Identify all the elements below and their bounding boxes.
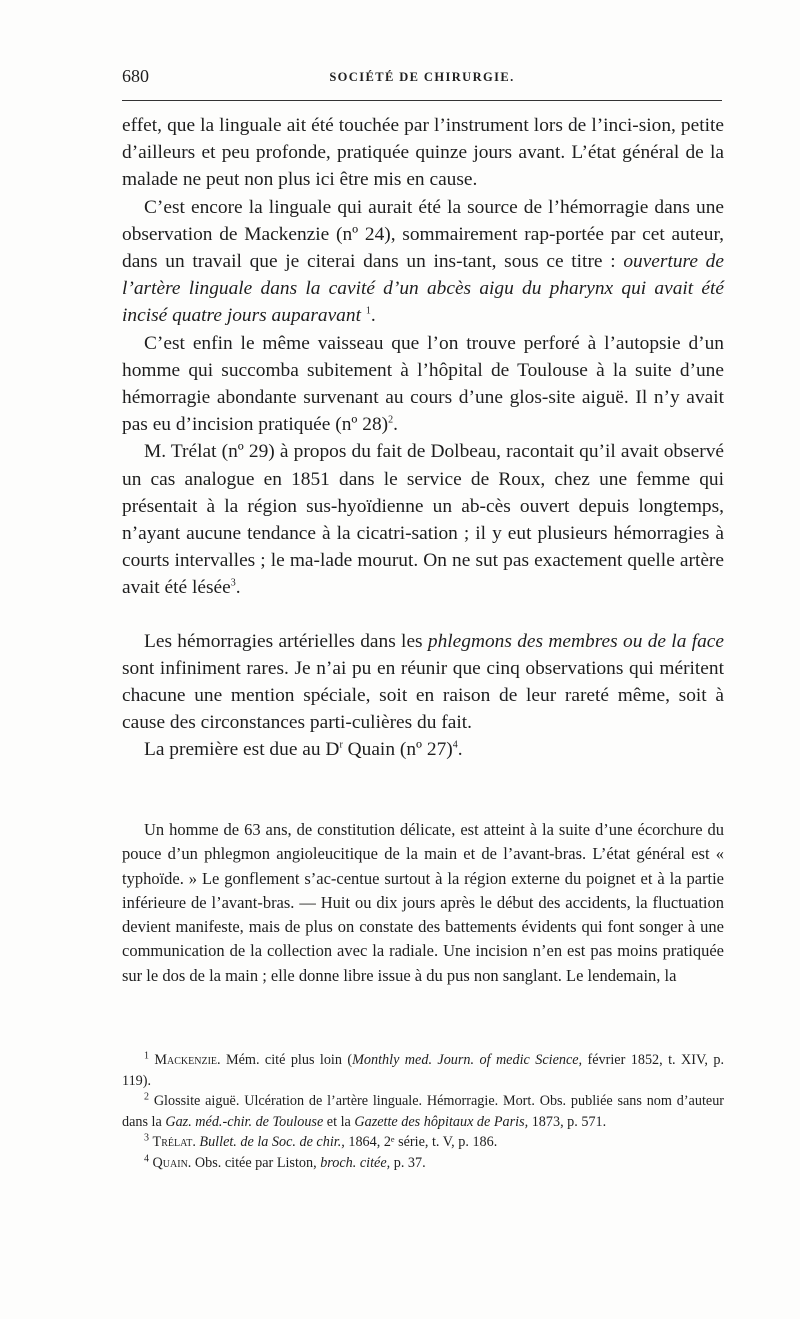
punctuation: . bbox=[235, 577, 241, 599]
footnote-ref: 3 bbox=[230, 577, 236, 589]
footnote-1 bbox=[122, 1050, 724, 1091]
page-number: 680 bbox=[122, 66, 149, 86]
case-report-text: Un homme de 63 ans, de constitution délicate, est atteint à la suite d’une écorchure du pouce d’un phlegmon angioleucitique de la main et de l’avant-bras. L’état général est « typhoïde. » Le gonflement s’ac-centue surtout à la région externe du poignet et à la partie inférieure de l’avant-bras. — Huit ou dix jours après le début des accidents, la fluctuation devient manifeste, mais de plus on constate des battements évidents qui font songer à une communication de la collection avec la radiale. Une incision n’en est pas moins pratiquée sur le dos de la main ; elle donne libre issue à du pus non sanglant. Le lendemain, la bbox=[122, 820, 724, 985]
punctuation: . bbox=[457, 739, 463, 761]
footnote-journal: Bullet. de la Soc. de chir., bbox=[199, 1134, 345, 1151]
paragraph-text: Quain (nº 27) bbox=[342, 739, 453, 761]
footnote-text: . bbox=[192, 1134, 200, 1151]
paragraph-quain bbox=[122, 736, 724, 763]
footnote-mark: 2 bbox=[144, 1091, 149, 1103]
footnote-journal: Monthly med. Journ. of medic Science, bbox=[352, 1052, 583, 1068]
paragraph-text: C’est enfin le même vaisseau que l’on trouve perforé à l’autopsie d’un homme qui succomba subitement à l’hôpital de Toulouse à la suite d’une hémorragie abondante survenant au cours d’une glos-site aiguë. Il n’y avait pas eu d’incision pratiquée (nº 28) bbox=[122, 332, 724, 436]
paragraph-trelat bbox=[122, 438, 724, 601]
paragraph-text: M. Trélat (nº 29) à propos du fait de Dolbeau, racontait qu’il avait observé un cas analogue en 1851 dans le service de Roux, chez une femme qui présentait à la région sus-hyoïdienne un ab-cès ouvert depuis longtemps, n’ayant aucune tendance à la cicatri-sation ; il y eut plusieurs hémorragies à courts intervalles ; le ma-lade mourut. On ne sut pas exactement quelle artère avait été lésée bbox=[122, 441, 724, 599]
citation-title: ouverture de l’artère linguale dans la cavité d’un abcès aigu du pharynx qui avait été incisé quatre jours auparavant bbox=[122, 251, 724, 327]
paragraph-toulouse bbox=[122, 330, 724, 439]
paragraph-text: sont infiniment rares. Je n’ai pu en réunir que cinq observations qui méritent chacune une mention spéciale, soit en raison de leur rareté même, soit à cause des circonstances parti-culières du fait. bbox=[122, 657, 724, 734]
paragraph-phlegmons bbox=[122, 628, 724, 737]
footnote-ref: 4 bbox=[452, 740, 458, 751]
header-rule bbox=[122, 100, 722, 101]
paragraph-text: Les hémorragies artérielles dans les bbox=[144, 630, 428, 652]
main-text bbox=[122, 112, 724, 764]
footnote-4 bbox=[122, 1153, 724, 1174]
footnote-mark: 1 bbox=[144, 1050, 149, 1062]
footnote-2 bbox=[122, 1091, 724, 1132]
footnote-text: . Obs. citée par Liston, bbox=[187, 1154, 321, 1171]
footnote-mark: 3 bbox=[144, 1132, 149, 1144]
footnote-journal: Gazette des hôpitaux de Paris, bbox=[354, 1113, 529, 1130]
footnote-text: février 1852, t. XIV, p. 119). bbox=[122, 1052, 725, 1089]
superscript: r bbox=[339, 740, 343, 751]
paragraph-continued: effet, que la linguale ait été touchée par l’instrument lors de l’inci-sion, petite d’ailleurs et peu profonde, pratiquée quinze jours avant. L’état général de la malade ne peut non plus ici être mis en cause. bbox=[122, 115, 724, 191]
case-report bbox=[122, 818, 724, 988]
footnote-text: 1873, p. 571. bbox=[528, 1113, 607, 1130]
footnote-text: et la bbox=[323, 1113, 355, 1130]
footnote-text: . Mém. cité plus loin ( bbox=[217, 1052, 353, 1068]
footnotes bbox=[122, 1050, 724, 1174]
page-header bbox=[122, 66, 722, 96]
paragraph-mackenzie bbox=[122, 194, 724, 330]
footnote-author: Mackenzie bbox=[154, 1052, 218, 1068]
footnote-author: Quain bbox=[152, 1154, 188, 1171]
punctuation: . bbox=[370, 305, 376, 327]
footnote-journal: Gaz. méd.-chir. de Toulouse bbox=[165, 1113, 324, 1130]
paragraph-text: C’est encore la linguale qui aurait été la source de l’hémorragie dans une observation de Mackenzie (nº 24), sommairement rap-portée par cet auteur, dans un travail que je citerai dans un ins-tant, sous ce titre : bbox=[122, 196, 724, 273]
running-title: SOCIÉTÉ DE CHIRURGIE. bbox=[329, 70, 515, 84]
punctuation: . bbox=[393, 414, 398, 436]
footnote-text: p. 37. bbox=[390, 1154, 426, 1171]
footnote-text: 1864, 2ᵉ série, t. V, p. 186. bbox=[344, 1134, 498, 1151]
section-gap bbox=[122, 602, 724, 628]
footnote-3 bbox=[122, 1132, 724, 1153]
footnote-ref: 1 bbox=[365, 305, 371, 317]
footnote-author: Trélat bbox=[152, 1134, 193, 1151]
footnote-ref: 2 bbox=[388, 414, 394, 426]
paragraph-text: La première est due au D bbox=[144, 739, 340, 761]
emphasis-text: phlegmons des membres ou de la face bbox=[427, 630, 724, 652]
footnote-journal: broch. citée, bbox=[320, 1154, 391, 1171]
footnote-text: Glossite aiguë. Ulcération de l’artère linguale. Hémorragie. Mort. Obs. publiée sans nom d’auteur dans la bbox=[122, 1093, 725, 1130]
footnote-mark: 4 bbox=[144, 1153, 149, 1165]
